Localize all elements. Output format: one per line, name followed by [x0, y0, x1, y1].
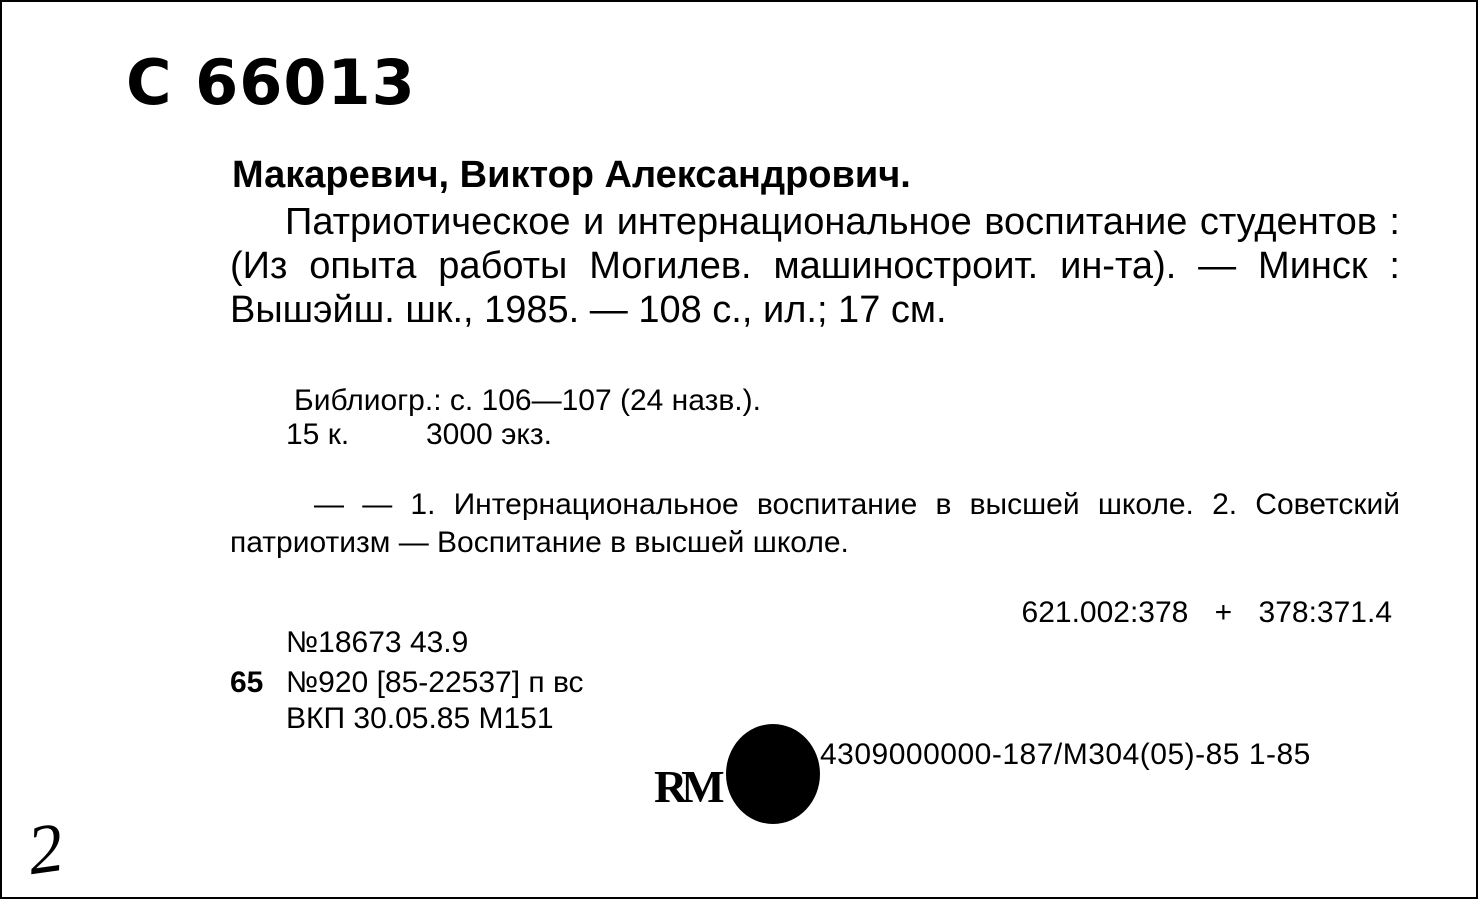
card-content	[2, 2, 1476, 897]
rm-mark: RM	[654, 761, 719, 812]
registry-prefix: 65	[230, 666, 264, 699]
author-heading: Макаревич, Виктор Александрович.	[232, 154, 911, 196]
registry-line-1: №18673 43.9	[286, 626, 469, 659]
print-run: 3000 экз.	[426, 418, 552, 451]
registry-line-3: ВКП 30.05.85 М151	[286, 702, 554, 735]
bibliography-note: Библиогр.: с. 106—107 (24 назв.).	[294, 384, 761, 417]
black-dot-mark	[726, 724, 820, 824]
title-text: Патриотическое и интернациональное воспитание студентов : (Из опыта работы Могилев. машиностроит. ин-та). — Минск : Вышэйш. шк., 1985. — 108 с., ил.; 17 см.	[230, 201, 1400, 331]
catalog-code: 4309000000-187/М304(05)-85 1-85	[820, 738, 1311, 771]
subjects-text: — — 1. Интернациональное воспитание в высшей школе. 2. Советский патриотизм — Воспитание в высшей школе.	[230, 488, 1400, 559]
price: 15 к.	[286, 418, 350, 451]
subject-headings	[230, 486, 1400, 562]
registry-line-2: №920 [85-22537] п вс	[286, 666, 584, 699]
call-number: С 66013	[126, 46, 416, 119]
handwritten-number: 2	[22, 808, 69, 891]
udk-classification: 621.002:378 + 378:371.4	[1021, 596, 1392, 629]
title-block	[230, 200, 1400, 332]
